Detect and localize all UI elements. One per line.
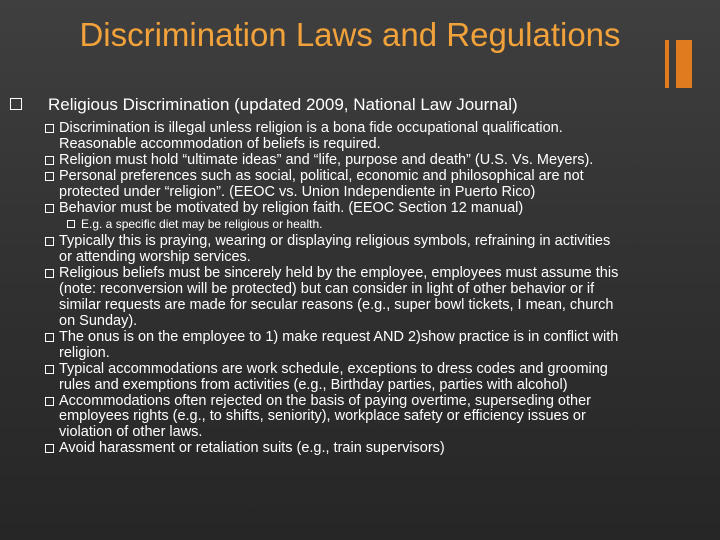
list-item	[45, 266, 717, 330]
bullet-box-icon	[45, 444, 54, 453]
list-item	[45, 394, 717, 442]
list-item-text: Religious beliefs must be sincerely held by the employee, employees must assume this	[59, 265, 619, 282]
list-item	[45, 153, 717, 169]
list-item-text: Accommodations often rejected on the basis of paying overtime, superseding other	[59, 392, 591, 409]
list-item	[45, 121, 717, 153]
bullet-box-icon	[45, 172, 54, 181]
list-item	[45, 330, 717, 362]
list-item-text: Religion must hold “ultimate ideas” and “life, purpose and death” (U.S. Vs. Meyers).	[59, 151, 594, 168]
main-bullet-icon	[10, 98, 22, 110]
list-item-text: rules and exemptions from activities (e.g., Birthday parties, parties with alcohol)	[59, 376, 568, 393]
bullet-box-icon	[67, 220, 75, 228]
list-item	[45, 201, 717, 217]
bullet-box-icon	[45, 397, 54, 406]
list-item	[45, 441, 717, 457]
list-item-text: Personal preferences such as social, political, economic and philosophical are not	[59, 167, 584, 184]
list-item-text: protected under “religion”. (EEOC vs. Union Independiente in Puerto Rico)	[59, 183, 536, 200]
bullet-box-icon	[45, 156, 54, 165]
list-item-text: (note: reconversion will be protected) but can consider in light of other behavior or if	[59, 281, 595, 298]
section-heading: Religious Discrimination (updated 2009, National Law Journal)	[48, 95, 518, 114]
bullet-box-icon	[45, 365, 54, 374]
list-item-text: similar requests are made for secular reasons (e.g., super bowl tickets, I mean, church	[59, 297, 614, 314]
list-item	[45, 234, 717, 266]
bullet-box-icon	[45, 333, 54, 342]
list-item-text: E.g. a specific diet may be religious or health.	[81, 217, 323, 232]
list-item-text: or attending worship services.	[59, 249, 251, 266]
bullet-box-icon	[45, 269, 54, 278]
list-item-text: Reasonable accommodation of beliefs is required.	[59, 135, 381, 152]
list-item-text: on Sunday).	[59, 312, 138, 329]
list-item-text: Behavior must be motivated by religion faith. (EEOC Section 12 manual)	[59, 199, 524, 216]
list-item-text: Avoid harassment or retaliation suits (e.g., train supervisors)	[59, 440, 445, 457]
list-item-text: Typical accommodations are work schedule, exceptions to dress codes and grooming	[59, 360, 608, 377]
list-item-text: violation of other laws.	[59, 424, 203, 441]
list-item-text: employees rights (e.g., to shifts, seniority), workplace safety or efficiency issues or	[59, 408, 586, 425]
list-item-text: Typically this is praying, wearing or displaying religious symbols, refraining in activities	[59, 233, 611, 250]
list-item	[45, 362, 717, 394]
list-item	[45, 169, 717, 201]
bullet-box-icon	[45, 237, 54, 246]
slide-title: Discrimination Laws and Regulations	[79, 16, 621, 53]
accent-bar-thin	[665, 40, 669, 88]
bullet-list	[45, 121, 717, 457]
sub-list-item	[67, 217, 717, 232]
bullet-box-icon	[45, 204, 54, 213]
list-item-text: religion.	[59, 344, 110, 361]
bullet-box-icon	[45, 124, 54, 133]
accent-bar-thick	[676, 40, 692, 88]
list-item-text: The onus is on the employee to 1) make request AND 2)show practice is in conflict with	[59, 328, 619, 345]
list-item-text: Discrimination is illegal unless religion is a bona fide occupational qualification.	[59, 120, 563, 136]
